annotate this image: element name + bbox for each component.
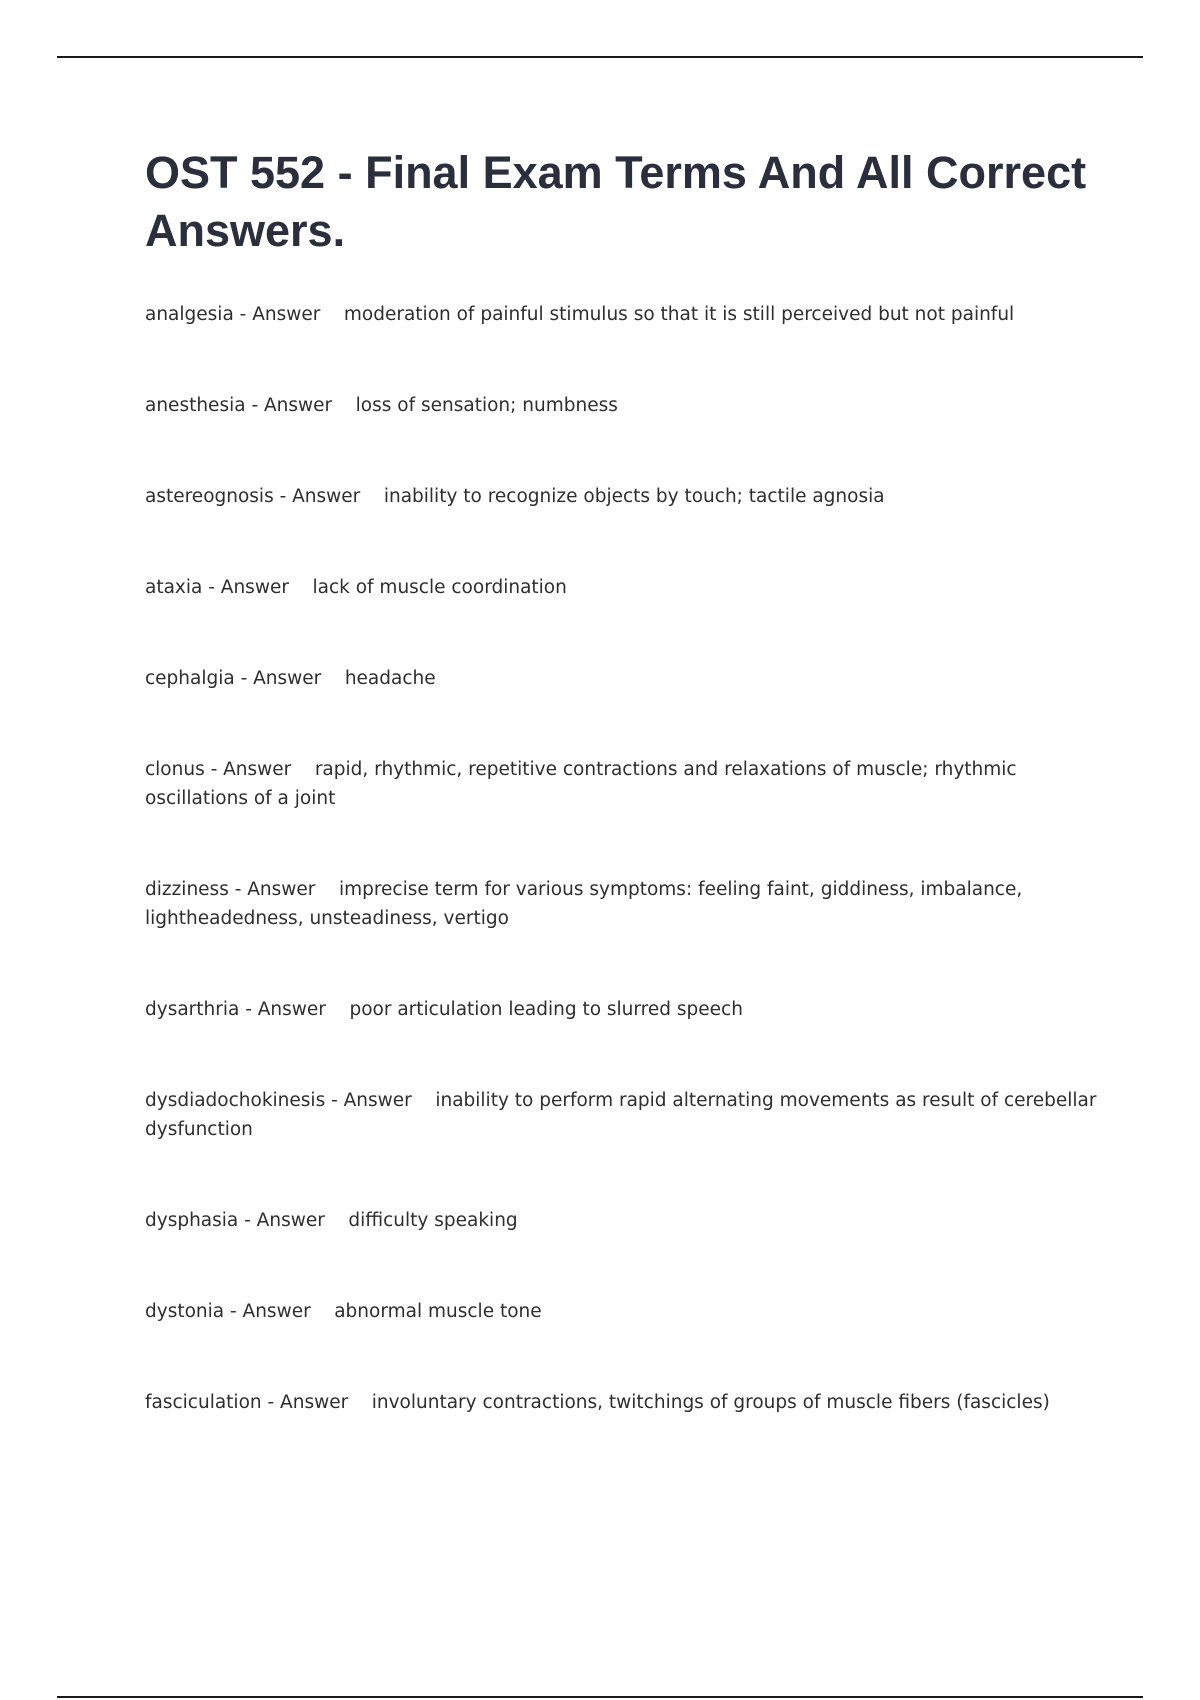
page-title: OST 552 - Final Exam Terms And All Correct Answers. <box>145 147 1087 256</box>
answer-separator: - Answer <box>233 304 344 325</box>
answer-separator: - Answer <box>234 668 345 689</box>
term: fasciculation <box>145 1392 262 1413</box>
term-entry <box>145 482 1100 511</box>
term-entry <box>145 875 1100 933</box>
answer-separator: - Answer <box>245 395 356 416</box>
definition: poor articulation leading to slurred speech <box>349 999 743 1020</box>
term: cephalgia <box>145 668 235 689</box>
term-entry <box>145 995 1100 1024</box>
top-rule <box>57 56 1143 58</box>
term-entry <box>145 664 1100 693</box>
term: dysarthria <box>145 999 240 1020</box>
answer-separator: - Answer <box>224 1301 335 1322</box>
term-entry <box>145 1297 1100 1326</box>
answer-separator: - Answer <box>261 1392 372 1413</box>
definition: inability to perform rapid alternating movements as result of cerebellar dysfunction <box>145 1090 1097 1140</box>
definition: inability to recognize objects by touch; tactile agnosia <box>383 486 885 507</box>
term: anesthesia <box>145 395 246 416</box>
term: clonus <box>145 759 205 780</box>
term: dizziness <box>145 879 229 900</box>
term-entry <box>145 391 1100 420</box>
definition: loss of sensation; numbness <box>355 395 618 416</box>
definition: moderation of painful stimulus so that it is still perceived but not painful <box>343 304 1015 325</box>
answer-separator: - Answer <box>273 486 384 507</box>
term-entry <box>145 1086 1100 1144</box>
term-entry <box>145 755 1100 813</box>
term: dysphasia <box>145 1210 239 1231</box>
answer-separator: - Answer <box>202 577 313 598</box>
definition: involuntary contractions, twitchings of groups of muscle fibers (fascicles) <box>371 1392 1050 1413</box>
answer-separator: - Answer <box>228 879 339 900</box>
term: dystonia <box>145 1301 225 1322</box>
answer-separator: - Answer <box>204 759 315 780</box>
term: dysdiadochokinesis <box>145 1090 326 1111</box>
term-entry <box>145 573 1100 602</box>
term: astereognosis <box>145 486 274 507</box>
term-entry <box>145 1388 1100 1417</box>
definition: lack of muscle coordination <box>312 577 567 598</box>
term: analgesia <box>145 304 234 325</box>
definition: headache <box>344 668 436 689</box>
definition: abnormal muscle tone <box>334 1301 542 1322</box>
answer-separator: - Answer <box>239 999 350 1020</box>
definition: rapid, rhythmic, repetitive contractions and relaxations of muscle; rhythmic oscillations of a joint <box>145 759 1017 809</box>
term-list <box>145 300 1100 1417</box>
answer-separator: - Answer <box>325 1090 436 1111</box>
term: ataxia <box>145 577 203 598</box>
term-entry <box>145 1206 1100 1235</box>
term-entry <box>145 300 1100 329</box>
definition: difficulty speaking <box>348 1210 518 1231</box>
bottom-rule <box>57 1696 1143 1698</box>
answer-separator: - Answer <box>238 1210 349 1231</box>
definition: imprecise term for various symptoms: feeling faint, giddiness, imbalance, lightheadedness, unsteadiness, vertigo <box>145 879 1023 929</box>
